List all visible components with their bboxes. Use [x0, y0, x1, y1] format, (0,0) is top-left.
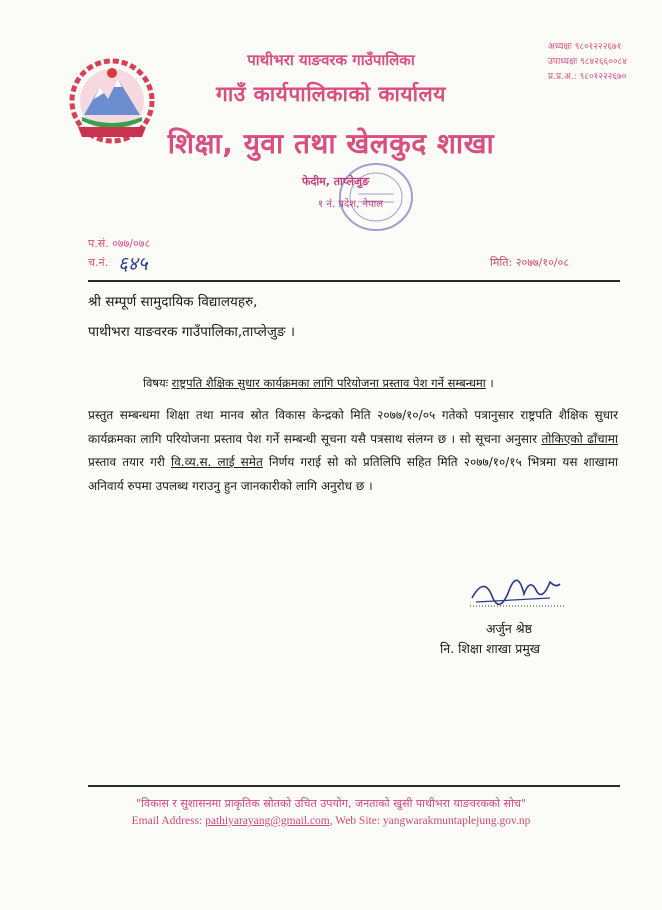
- subject-end: ।: [485, 376, 494, 390]
- subject-line: [143, 376, 494, 391]
- addressee-line-1: श्री सम्पूर्ण सामुदायिक विद्यालयहरु,: [88, 294, 258, 310]
- body-underline-2: वि.व्य.स. लाई समेत: [170, 455, 263, 469]
- signatory-designation: नि. शिक्षा शाखा प्रमुख: [440, 641, 541, 656]
- subject-label: विषयः: [143, 376, 169, 390]
- date-label: मिति:: [490, 256, 513, 269]
- signatory-name: अर्जुन श्रेष्ठ: [486, 621, 532, 636]
- body-underline-1: तोकिएको ढाँचामा: [541, 431, 618, 446]
- municipality-name: पाथीभरा याङवरक गाउँपालिका: [247, 51, 415, 69]
- office-province: १ नं. प्रदेश, नेपाल: [318, 199, 384, 210]
- handwritten-signature: [466, 568, 566, 612]
- body-part-2: प्रस्ताव तयार गरी: [88, 455, 171, 469]
- letter-date: [490, 255, 569, 270]
- body-part-3: निर्णय गराई सो को प्रतिलिपि सहित मिति २०७७/१०/१५ भित्रमा यस शाखामा अनिवार्य रुपमा उपलब्ध गराउनु हुन जानकारीको लागि अनुरोध छ ।: [88, 455, 618, 493]
- addressee-line-2: पाथीभरा याङवरक गाउँपालिका,ताप्लेजुङ ।: [88, 324, 295, 340]
- ps-label: प.सं.: [88, 237, 109, 250]
- reference-ps: [88, 236, 150, 251]
- footer-divider: [88, 785, 620, 787]
- contact-numbers: [548, 40, 627, 85]
- office-location: फेदीम, ताप्लेजुङ: [302, 175, 370, 188]
- office-stamp: [336, 160, 416, 234]
- contact-chairman: अध्यक्षः ९८०१२२२६७१: [548, 42, 622, 52]
- email-link[interactable]: pathiyarayang@gmail.com: [205, 815, 330, 827]
- footer-slogan: "विकास र सुशासनमा प्राकृतिक स्रोतको उचित उपयोग, जनताको खुसी पाथीभरा याङवरकको सोच": [136, 797, 526, 810]
- email-label: Email Address:: [131, 815, 206, 827]
- contact-vice-chairman: उपाध्यक्षः ९८४२६६००८४: [548, 57, 627, 67]
- header-divider: [88, 280, 620, 282]
- letter-body: [88, 404, 618, 498]
- chalan-number: ६४५: [118, 253, 148, 275]
- subject-text: राष्ट्रपति शैक्षिक सुधार कार्यक्रमका लागि परियोजना प्रस्ताव पेश गर्ने सम्बन्धमा: [171, 376, 486, 390]
- reference-chalan-label: च.नं.: [88, 256, 109, 269]
- date-value: २०७७/१०/०८: [515, 256, 569, 269]
- branch-name: शिक्षा, युवा तथा खेलकुद शाखा: [167, 127, 495, 160]
- website-text: , Web Site: yangwarakmuntaplejung.gov.np: [329, 815, 531, 827]
- ps-value: ०७७/०७८: [112, 237, 151, 250]
- office-name: गाउँ कार्यपालिकाको कार्यालय: [216, 82, 446, 106]
- body-part-1: प्रस्तुत सम्बन्धमा शिक्षा तथा मानव स्रोत विकास केन्द्रको मिति २०७७/१०/०५ गतेको पत्रानुसार राष्ट्रपति शैक्षिक सुधार कार्यक्रमका लागि परियोजना प्रस्ताव पेश गर्ने सम्बन्धी सूचना यसै पत्रसाथ संलग्न छ । सो सूचना अनुसार: [88, 408, 618, 446]
- footer-contact: [0, 815, 662, 827]
- contact-cao: प्र.प्र.अ.: ९८०१२२२६७०: [548, 72, 627, 82]
